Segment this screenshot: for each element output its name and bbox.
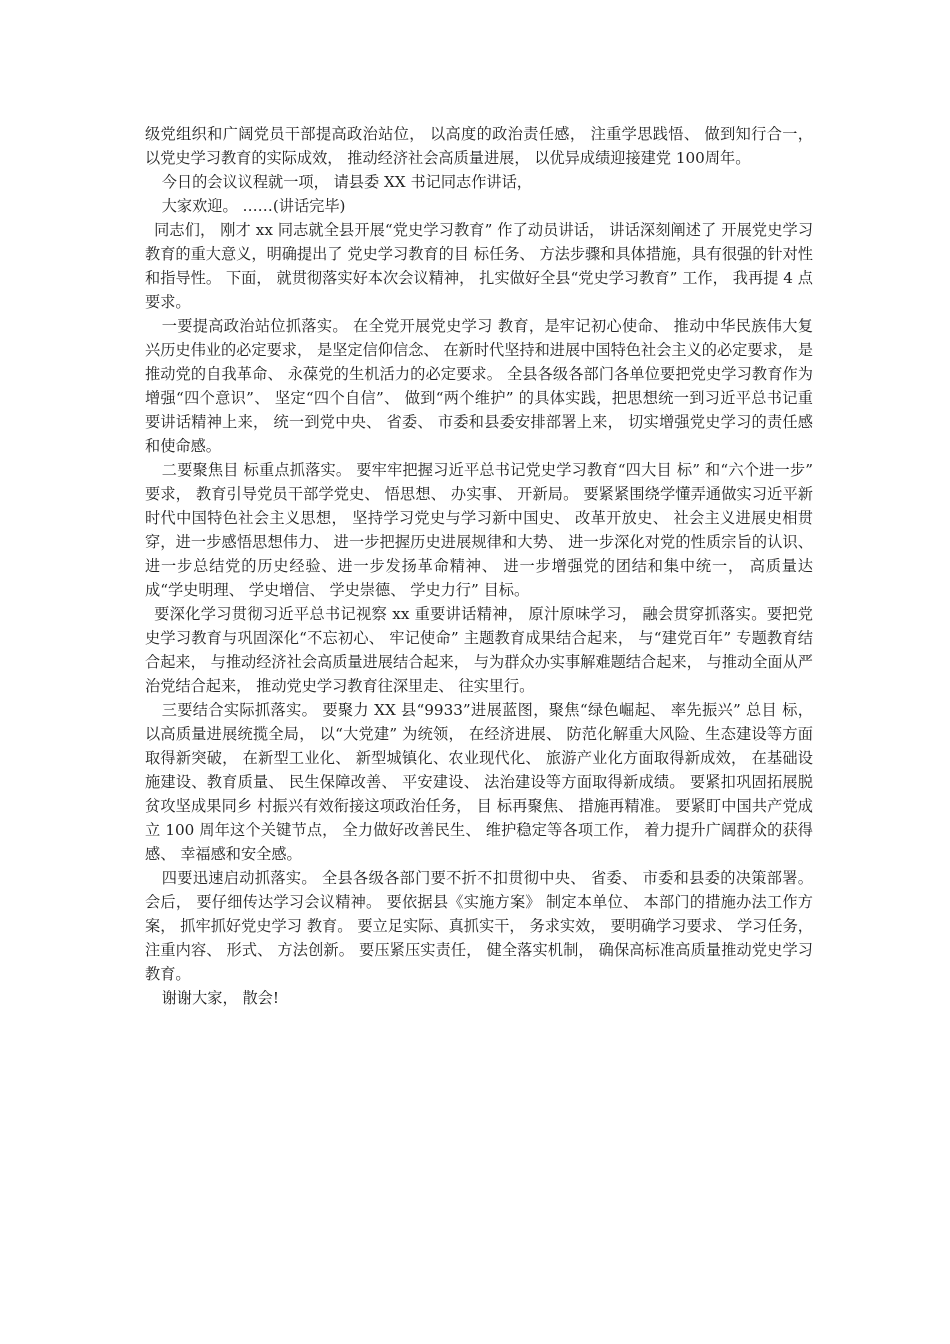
paragraph-comrades: 同志们， 刚才 xx 同志就全县开展“党史学习教育” 作了动员讲话， 讲话深刻阐述了 开展党史学习 教育的重大意义，明确提出了 党史学习教育的目 标任务、 方法步骤和具体措施，具有很强的针对性和指导性。 下面， 就贯彻落实好本次会议精神， 扎实做好全县“党史学习教育” 工作， 我再提 4 点要求。 <box>145 221 818 311</box>
paragraph-intro-continuation: 级党组织和广阔党员干部提高政治站位， 以高度的政治责任感， 注重学思践悟、 做到知行合一， 以党史学习教育的实际成效， 推动经济社会高质量进展， 以优异成绩迎接建党 100周年。 <box>145 125 818 167</box>
paragraph-requirement-2: 二要聚焦目 标重点抓落实。 要牢牢把握习近平总书记党史学习教育“四大目 标” 和“六个进一步” 要求， 教育引导党员干部学党史、 悟思想、 办实事、 开新局。 要紧紧围绕学懂弄通做实习近平新时代中国特色社会主义思想， 坚持学习党史与学习新中国史、 改革开放史、 社会主义进展史相贯穿，进一步感悟思想伟力、 进一步把握历史进展规律和大势、 进一步深化对党的性质宗旨的认识、 进一步总结党的历史经验、进一步发扬革命精神、 进一步增强党的团结和集中统一， 高质量达成“学史明理、 学史增信、 学史崇德、 学史力行” 目标。 <box>145 461 818 599</box>
paragraph-requirement-4: 四要迅速启动抓落实。 全县各级各部门要不折不扣贯彻中央、 省委、 市委和县委的决策部署。 会后， 要仔细传达学习会议精神。 要依据县《实施方案》 制定本单位、 本部门的措施办法工作方案， 抓牢抓好党史学习 教育。 要立足实际、真抓实干， 务求实效， 要明确学习要求、 学习任务， 注重内容、 形式、 方法创新。 要压紧压实责任， 健全落实机制， 确保高标准高质量推动党史学习教育。 <box>145 869 818 983</box>
paragraph-closing: 谢谢大家， 散会! <box>161 989 279 1007</box>
paragraph-welcome: 大家欢迎。 ……(讲话完毕) <box>161 197 346 215</box>
paragraph-agenda: 今日的会议议程就一项， 请县委 XX 书记同志作讲话， <box>161 173 532 191</box>
paragraph-requirement-3: 三要结合实际抓落实。 要聚力 XX 县“9933”进展蓝图，聚焦“绿色崛起、 率先振兴” 总目 标， 以高质量进展统揽全局， 以“大党建” 为统领， 在经济进展、 防范化解重大风险、生态建设等方面取得新突破， 在新型工业化、 新型城镇化、农业现代化、 旅游产业化方面取得新成效， 在基础设施建设、教育质量、 民生保障改善、 平安建设、 法治建设等方面取得新成绩。 要紧扣巩固拓展脱贫攻坚成果同乡 村振兴有效衔接这项政治任务， 目 标再聚焦、 措施再精准。 要紧盯中国共产党成立 100 周年这个关键节点， 全力做好改善民生、 维护稳定等各项工作， 着力提升广阔群众的获得感、 幸福感和安全感。 <box>145 701 818 863</box>
document-body <box>145 122 818 1010</box>
paragraph-requirement-1: 一要提高政治站位抓落实。 在全党开展党史学习 教育，是牢记初心使命、 推动中华民族伟大复兴历史伟业的必定要求， 是坚定信仰信念、 在新时代坚持和进展中国特色社会主义的必定要求， 是推动党的自我革命、 永葆党的生机活力的必定要求。 全县各级各部门各单位要把党史学习教育作为增强“四个意识”、 坚定“四个自信”、 做到“两个维护” 的具体实践，把思想统一到习近平总书记重要讲话精神上来， 统一到党中央、 省委、 市委和县委安排部署上来， 切实增强党史学习的责任感和使命感。 <box>145 317 813 455</box>
paragraph-requirement-2-continued: 要深化学习贯彻习近平总书记视察 xx 重要讲话精神， 原汁原味学习， 融会贯穿抓落实。要把党史学习教育与巩固深化“不忘初心、 牢记使命” 主题教育成果结合起来， 与“建党百年” 专题教育结合起来， 与推动经济社会高质量进展结合起来， 与为群众办实事解难题结合起来， 与推动全面从严治党结合起来， 推动党史学习教育往深里走、 往实里行。 <box>145 605 813 695</box>
